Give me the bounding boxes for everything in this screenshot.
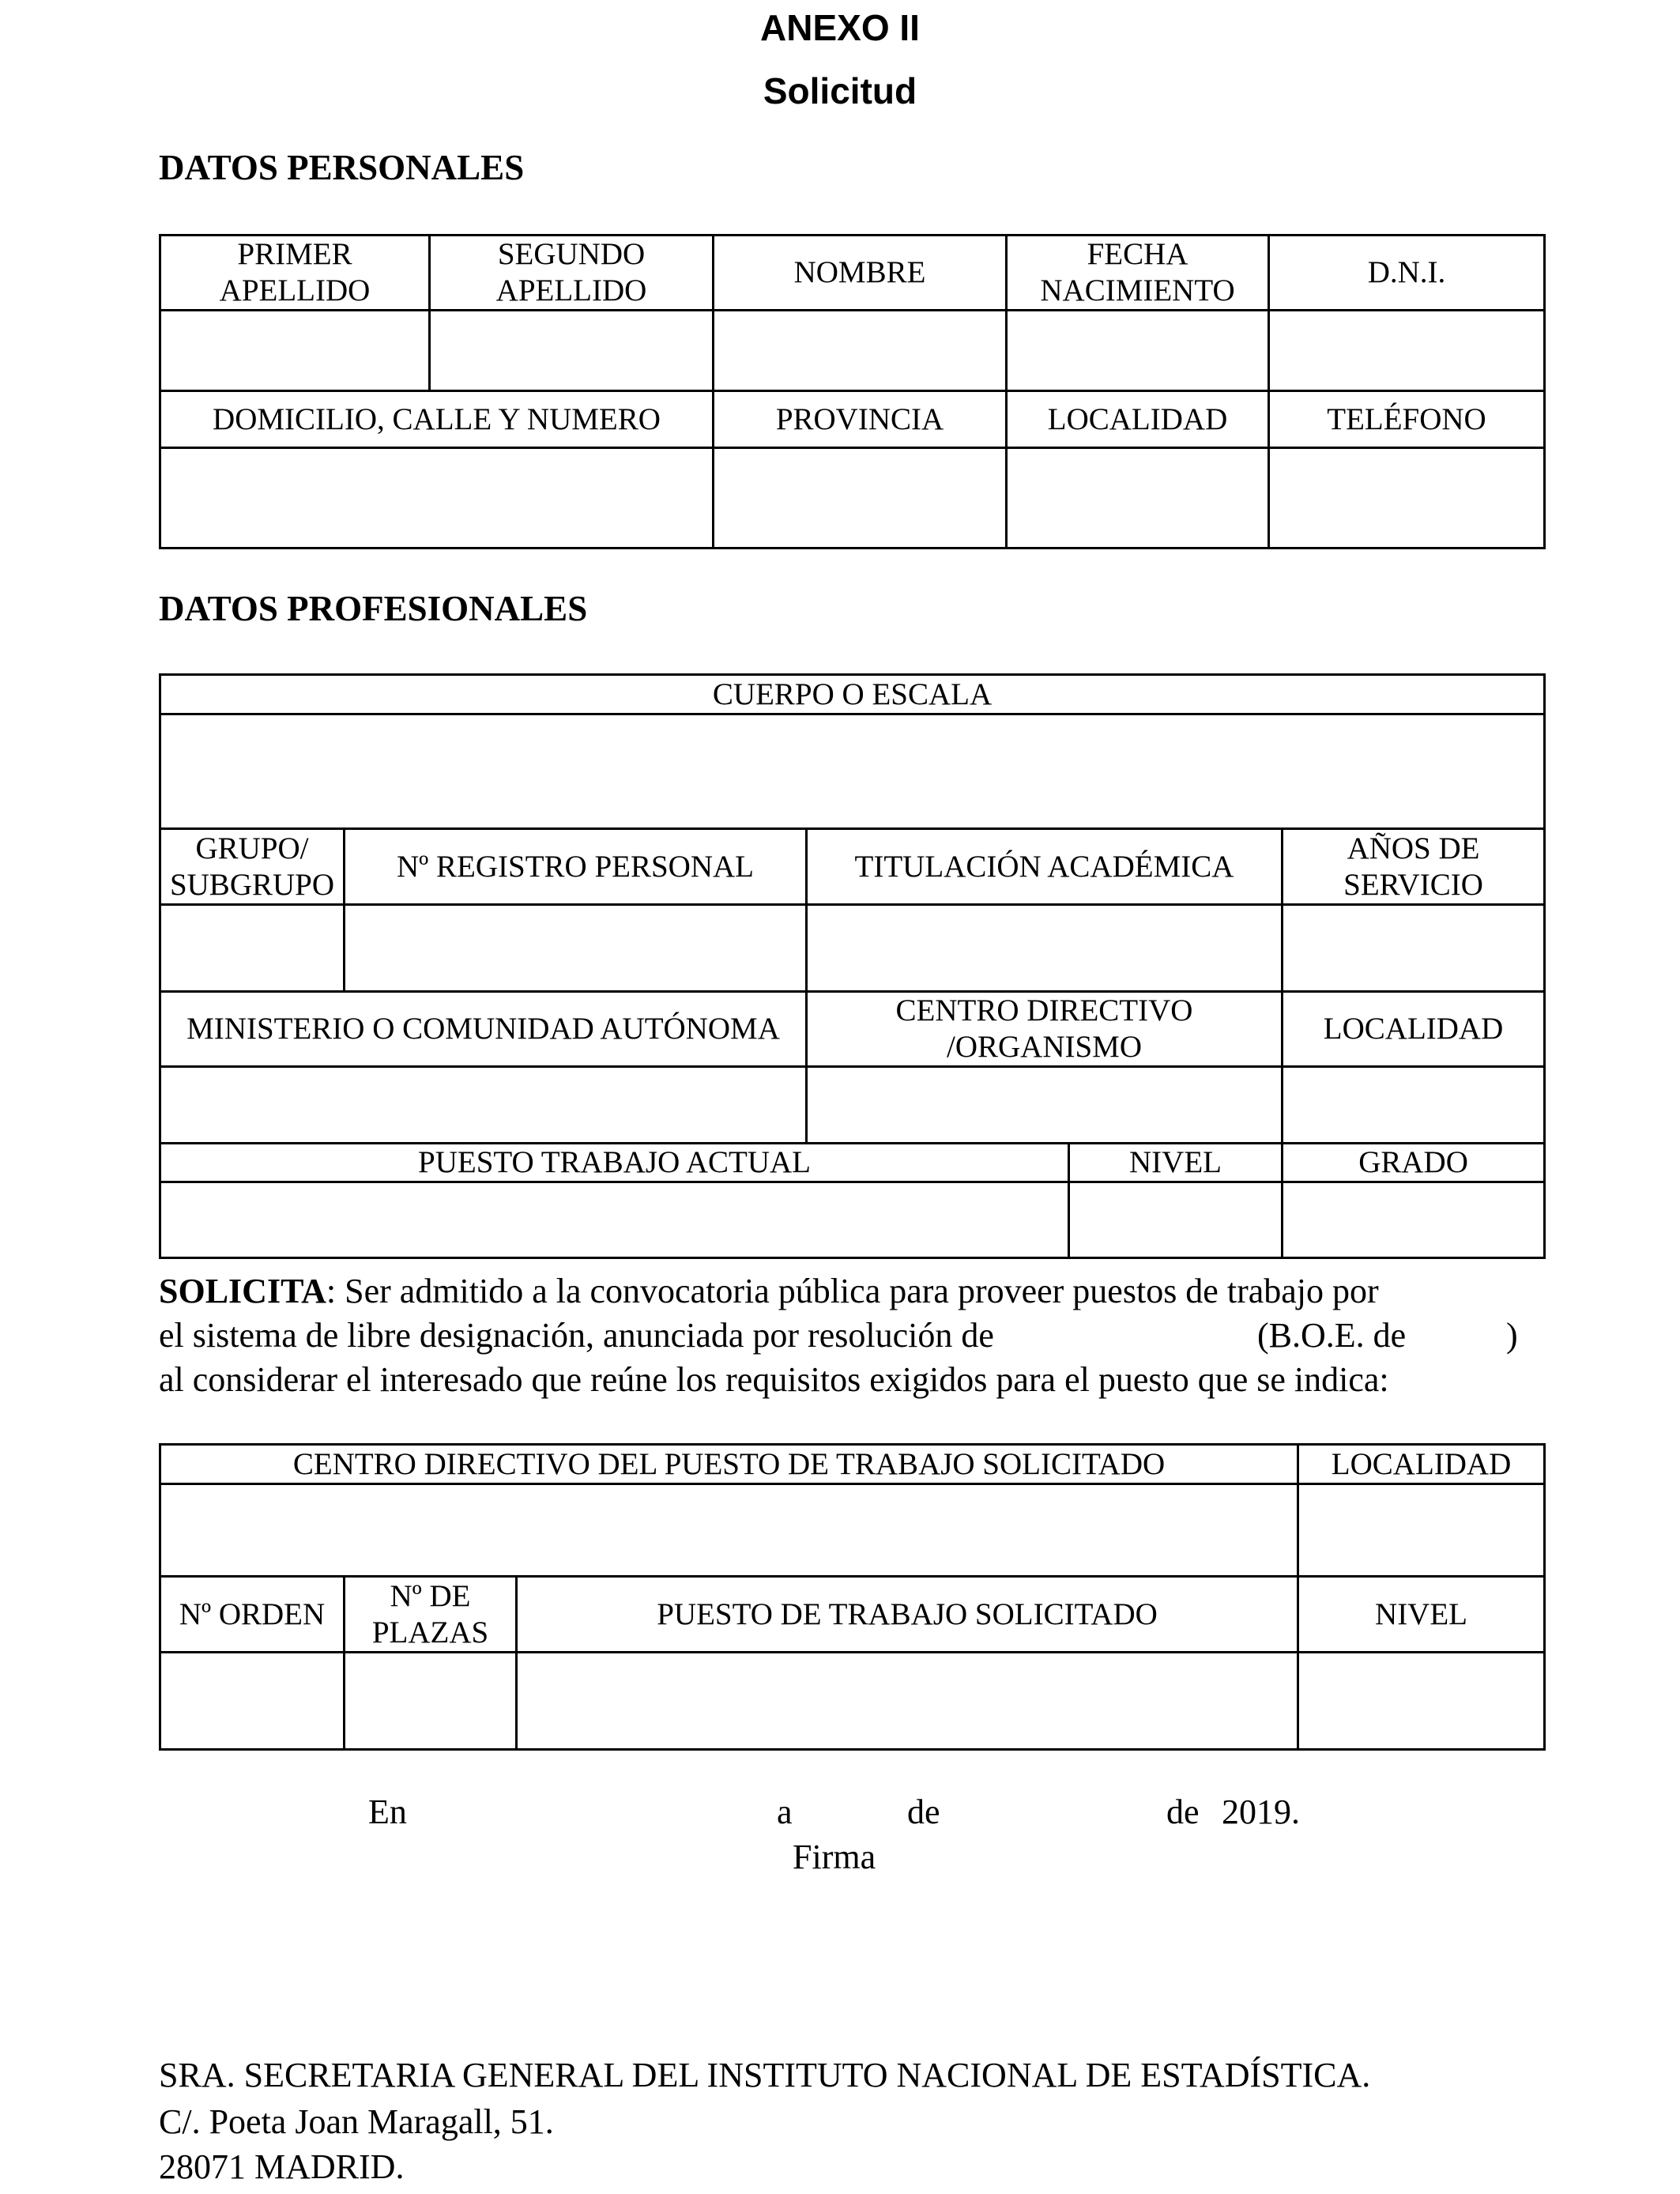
header-grado: GRADO xyxy=(1283,1144,1545,1182)
request-line-1 xyxy=(159,1269,1550,1314)
header-localidad-profesional: LOCALIDAD xyxy=(1283,992,1545,1067)
header-anios-servicio: AÑOS DE SERVICIO xyxy=(1283,829,1545,905)
header-provincia: PROVINCIA xyxy=(714,391,1007,448)
field-fecha-nacimiento[interactable] xyxy=(1007,311,1269,391)
header-grupo-subgrupo: GRUPO/ SUBGRUPO xyxy=(160,829,345,905)
header-ministerio: MINISTERIO O COMUNIDAD AUTÓNOMA xyxy=(160,992,807,1067)
addressee-line-3: 28071 MADRID. xyxy=(159,2147,405,2186)
field-domicilio[interactable] xyxy=(160,448,714,548)
field-cuerpo-escala[interactable] xyxy=(160,714,1545,829)
field-numero-orden[interactable] xyxy=(160,1653,345,1750)
field-dni[interactable] xyxy=(1269,311,1545,391)
field-segundo-apellido[interactable] xyxy=(430,311,714,391)
request-line-3-text: al considerar el interesado que reúne los requisitos exigidos para el puesto que se indica: xyxy=(159,1360,1389,1399)
field-centro-directivo[interactable] xyxy=(807,1067,1283,1144)
field-nivel-solicitado[interactable] xyxy=(1298,1653,1545,1750)
field-telefono[interactable] xyxy=(1269,448,1545,548)
field-nivel[interactable] xyxy=(1069,1182,1283,1258)
header-numero-orden: Nº ORDEN xyxy=(160,1577,345,1653)
field-provincia[interactable] xyxy=(714,448,1007,548)
header-titulacion: TITULACIÓN ACADÉMICA xyxy=(807,829,1283,905)
field-anios-servicio[interactable] xyxy=(1283,905,1545,992)
day-label: a xyxy=(777,1793,793,1831)
header-centro-directivo: CENTRO DIRECTIVO /ORGANISMO xyxy=(807,992,1283,1067)
field-titulacion[interactable] xyxy=(807,905,1283,992)
header-localidad-solicitada: LOCALIDAD xyxy=(1298,1445,1545,1484)
header-nivel: NIVEL xyxy=(1069,1144,1283,1182)
addressee-line-2: C/. Poeta Joan Maragall, 51. xyxy=(159,2102,554,2141)
year-prefix-label: de xyxy=(1166,1793,1200,1831)
boe-reference-close: ) xyxy=(1506,1316,1518,1355)
request-line-2-text: el sistema de libre designación, anunciada por resolución de xyxy=(159,1316,994,1355)
header-nivel-solicitado: NIVEL xyxy=(1298,1577,1545,1653)
field-grupo-subgrupo[interactable] xyxy=(160,905,345,992)
field-centro-solicitado[interactable] xyxy=(160,1484,1298,1577)
header-puesto-solicitado: PUESTO DE TRABAJO SOLICITADO xyxy=(517,1577,1298,1653)
professional-data-heading: DATOS PROFESIONALES xyxy=(159,589,588,628)
field-numero-plazas[interactable] xyxy=(345,1653,517,1750)
header-telefono: TELÉFONO xyxy=(1269,391,1545,448)
professional-data-table xyxy=(159,673,1546,1259)
year-value: 2019. xyxy=(1222,1793,1300,1831)
header-nombre: NOMBRE xyxy=(714,236,1007,311)
header-primer-apellido: PRIMER APELLIDO xyxy=(160,236,430,311)
header-dni: D.N.I. xyxy=(1269,236,1545,311)
addressee-line-1: SRA. SECRETARIA GENERAL DEL INSTITUTO NACIONAL DE ESTADÍSTICA. xyxy=(159,2056,1371,2094)
personal-data-table xyxy=(159,234,1546,549)
request-label: SOLICITA xyxy=(159,1272,326,1310)
header-cuerpo-escala: CUERPO O ESCALA xyxy=(160,675,1545,714)
request-line-3 xyxy=(159,1358,1550,1402)
field-localidad-solicitada[interactable] xyxy=(1298,1484,1545,1577)
signature-label: Firma xyxy=(793,1838,876,1876)
field-puesto-solicitado[interactable] xyxy=(517,1653,1298,1750)
place-label: En xyxy=(368,1793,407,1831)
month-label: de xyxy=(907,1793,940,1831)
header-centro-solicitado: CENTRO DIRECTIVO DEL PUESTO DE TRABAJO SOLICITADO xyxy=(160,1445,1298,1484)
field-registro-personal[interactable] xyxy=(345,905,807,992)
field-nombre[interactable] xyxy=(714,311,1007,391)
header-segundo-apellido: SEGUNDO APELLIDO xyxy=(430,236,714,311)
form-subtitle: Solicitud xyxy=(763,70,917,111)
field-grado[interactable] xyxy=(1283,1182,1545,1258)
field-puesto-actual[interactable] xyxy=(160,1182,1069,1258)
field-localidad-profesional[interactable] xyxy=(1283,1067,1545,1144)
request-paragraph xyxy=(159,1269,1550,1402)
header-numero-plazas: Nº DE PLAZAS xyxy=(345,1577,517,1653)
header-fecha-nacimiento: FECHA NACIMIENTO xyxy=(1007,236,1269,311)
field-ministerio[interactable] xyxy=(160,1067,807,1144)
header-puesto-actual: PUESTO TRABAJO ACTUAL xyxy=(160,1144,1069,1182)
boe-reference-label: (B.O.E. de xyxy=(1257,1316,1407,1355)
header-domicilio: DOMICILIO, CALLE Y NUMERO xyxy=(160,391,714,448)
annex-title: ANEXO II xyxy=(760,7,920,48)
request-line-1-text: : Ser admitido a la convocatoria pública para proveer puestos de trabajo por xyxy=(326,1272,1379,1310)
personal-data-heading: DATOS PERSONALES xyxy=(159,148,525,187)
header-registro-personal: Nº REGISTRO PERSONAL xyxy=(345,829,807,905)
request-line-2 xyxy=(159,1314,1550,1358)
header-localidad: LOCALIDAD xyxy=(1007,391,1269,448)
field-primer-apellido[interactable] xyxy=(160,311,430,391)
requested-position-table xyxy=(159,1443,1546,1751)
field-localidad[interactable] xyxy=(1007,448,1269,548)
